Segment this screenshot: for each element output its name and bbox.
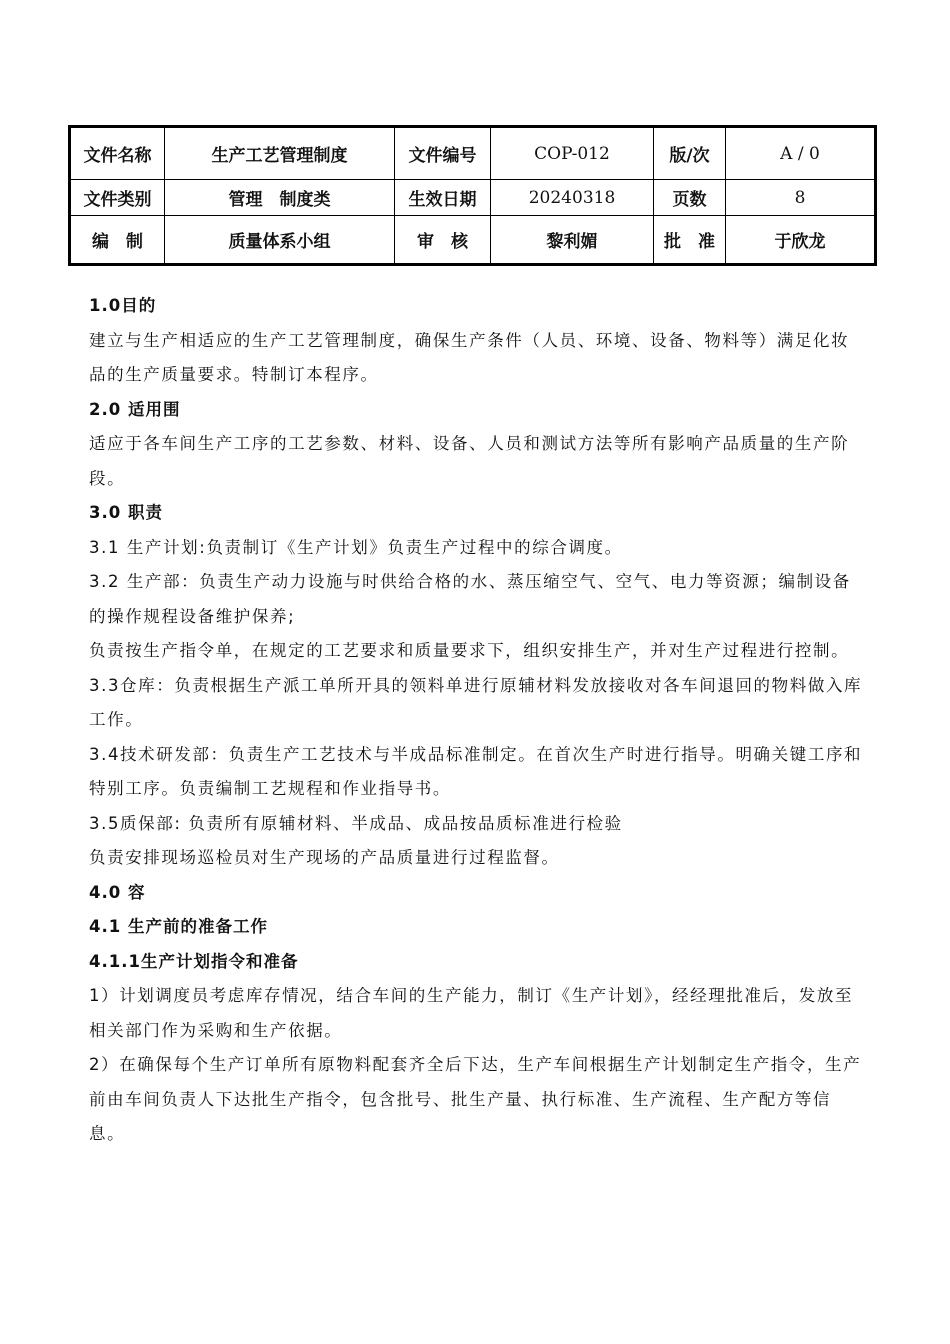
paragraph-purpose: 建立与生产相适应的生产工艺管理制度，确保生产条件（人员、环境、设备、物料等）满足化妆品的生产质量要求。特制订本程序。 bbox=[89, 330, 850, 384]
file-name-value: 生产工艺管理制度 bbox=[165, 127, 395, 180]
version-label: 版/次 bbox=[654, 127, 726, 180]
paragraph-3-5b: 负责安排现场巡检员对生产现场的产品质量进行过程监督。 bbox=[89, 848, 560, 867]
version-value: A / 0 bbox=[726, 127, 876, 180]
section-heading-content: 4.0 容 bbox=[89, 882, 146, 902]
paragraph-3-2b: 负责按生产指令单，在规定的工艺要求和质量要求下，组织安排生产，并对生产过程进行控制。 bbox=[89, 641, 850, 660]
section-heading-responsibilities: 3.0 职责 bbox=[89, 503, 163, 522]
reviewed-by-label: 审 核 bbox=[395, 216, 491, 265]
file-number-label: 文件编号 bbox=[395, 127, 491, 180]
paragraph-4-1-1-item1: 1）计划调度员考虑库存情况，结合车间的生产能力，制订《生产计划》，经经理批准后，发放至相关部门作为采购和生产依据。 bbox=[89, 986, 854, 1040]
paragraph-scope: 适应于各车间生产工序的工艺参数、材料、设备、人员和测试方法等所有影响产品质量的生产阶段。 bbox=[89, 434, 850, 488]
approved-by-label: 批 准 bbox=[654, 216, 726, 265]
section-heading-purpose: 1.0目的 bbox=[89, 296, 157, 315]
header-row bbox=[70, 180, 876, 216]
subsection-heading-4-1: 4.1 生产前的准备工作 bbox=[89, 917, 268, 936]
header-row bbox=[70, 216, 876, 265]
page-count-label: 页数 bbox=[654, 180, 726, 216]
file-category-label: 文件类别 bbox=[70, 180, 165, 216]
paragraph-3-5: 3.5质保部: 负责所有原辅材料、半成品、成品按品质标准进行检验 bbox=[89, 813, 623, 833]
paragraph-3-3: 3.3仓库：负责根据生产派工单所开具的领料单进行原辅材料发放接收对各车间退回的物料做入库工作。 bbox=[89, 675, 863, 729]
paragraph-3-2: 3.2 生产部：负责生产动力设施与时供给合格的水、蒸压缩空气、空气、电力等资源；编制设备的操作规程设备维护保养; bbox=[89, 572, 851, 626]
subsection-heading-4-1-1: 4.1.1生产计划指令和准备 bbox=[89, 951, 299, 971]
effective-date-label: 生效日期 bbox=[395, 180, 491, 216]
header-row bbox=[70, 127, 876, 180]
approved-by-value: 于欣龙 bbox=[726, 216, 876, 265]
page-count-value: 8 bbox=[726, 180, 876, 216]
file-category-value: 管理 制度类 bbox=[165, 180, 395, 216]
section-heading-scope: 2.0 适用围 bbox=[89, 399, 181, 419]
paragraph-4-1-1-item2: 2）在确保每个生产订单所有原物料配套齐全后下达，生产车间根据生产计划制定生产指令，生产前由车间负责人下达批生产指令，包含批号、批生产量、执行标准、生产流程、生产配方等信息。 bbox=[89, 1055, 862, 1143]
document-header-table bbox=[68, 125, 877, 266]
file-number-value: COP-012 bbox=[491, 127, 654, 180]
prepared-by-label: 编 制 bbox=[70, 216, 165, 265]
prepared-by-value: 质量体系小组 bbox=[165, 216, 395, 265]
document-body bbox=[89, 289, 864, 1152]
reviewed-by-value: 黎利媚 bbox=[491, 216, 654, 265]
effective-date-value: 20240318 bbox=[491, 180, 654, 216]
paragraph-3-4: 3.4技术研发部：负责生产工艺技术与半成品标准制定。在首次生产时进行指导。明确关键工序和特别工序。负责编制工艺规程和作业指导书。 bbox=[89, 744, 863, 798]
paragraph-3-1: 3.1 生产计划:负责制订《生产计划》负责生产过程中的综合调度。 bbox=[89, 537, 623, 557]
file-name-label: 文件名称 bbox=[70, 127, 165, 180]
